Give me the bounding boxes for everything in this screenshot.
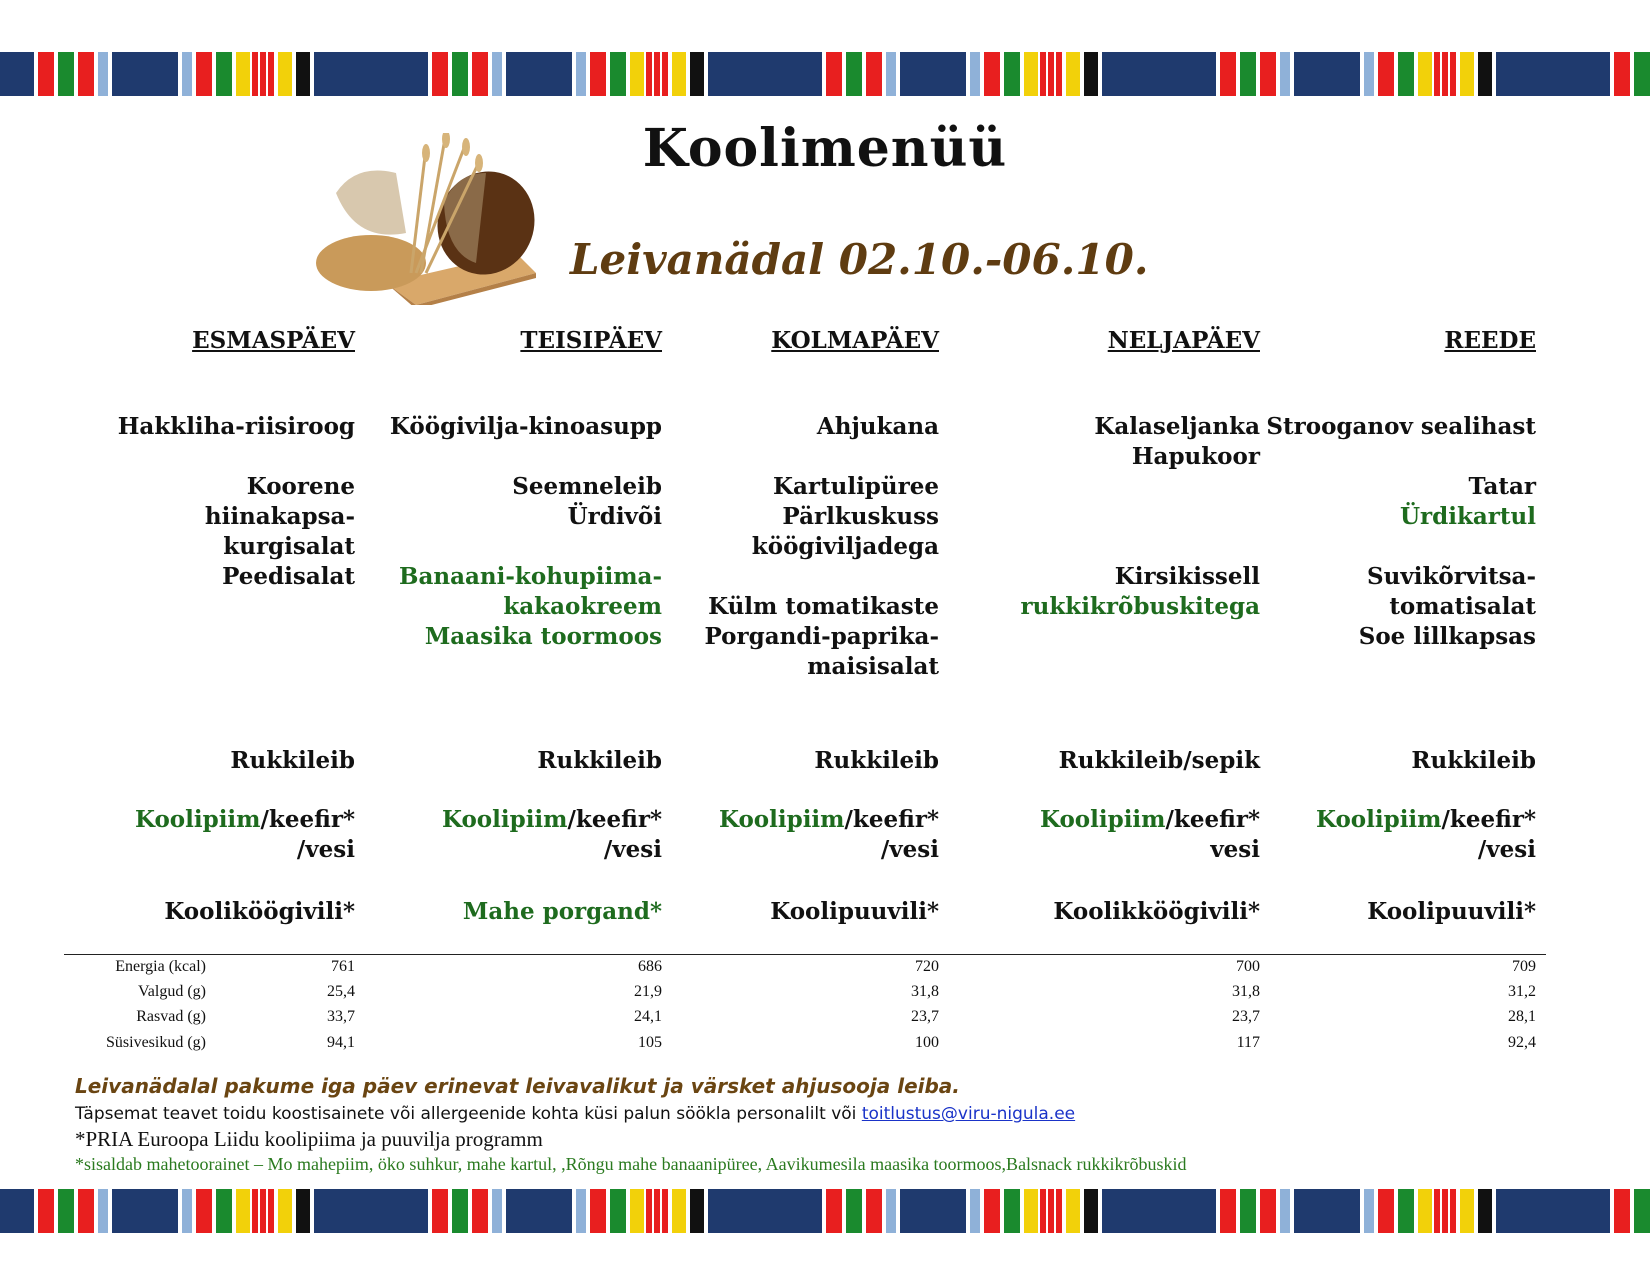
- stripe-segment: [432, 52, 448, 96]
- nutrition-value: 761: [331, 958, 355, 975]
- stripe-segment: [38, 1189, 54, 1233]
- stripe-segment: [58, 52, 74, 96]
- stripe-segment: [984, 1189, 1000, 1233]
- stripe-segment: [900, 1189, 966, 1233]
- menu-item-text: Hakkliha-riisiroog: [117, 413, 355, 440]
- stripe-segment: [1182, 52, 1216, 96]
- stripe-segment: [576, 1189, 586, 1233]
- stripe-segment: [1066, 52, 1080, 96]
- menu-item: [1367, 897, 1536, 927]
- stripe-segment: [196, 1189, 212, 1233]
- stripe-segment: [1460, 52, 1474, 96]
- menu-item: [814, 746, 939, 776]
- stripe-segment: [1364, 52, 1374, 96]
- menu-item-text: /vesi: [296, 836, 355, 863]
- menu-item-text: Kalaseljanka: [1094, 413, 1260, 440]
- menu-item-text: Mahe porgand*: [462, 898, 662, 925]
- stripe-segment: [1084, 1189, 1098, 1233]
- menu-item: [704, 622, 939, 652]
- stripe-segment: [432, 1189, 448, 1233]
- stripe-segment: [58, 1189, 74, 1233]
- stripe-segment: [708, 52, 788, 96]
- stripe-segment: [452, 52, 468, 96]
- menu-item: [773, 472, 939, 502]
- menu-item: [230, 746, 355, 776]
- stripe-segment: [278, 1189, 292, 1233]
- menu-item-text: rukkikrõbuskitega: [1020, 593, 1260, 620]
- stripe-segment: [216, 1189, 232, 1233]
- stripe-segment: [788, 1189, 822, 1233]
- nutrition-value: 720: [915, 958, 939, 975]
- menu-item: [205, 502, 355, 532]
- stripe-segment: [472, 1189, 488, 1233]
- stripe-segment: [690, 1189, 704, 1233]
- menu-item-text: Koolipiim: [441, 806, 568, 833]
- menu-item-text: Hapukoor: [1131, 443, 1260, 470]
- menu-item-text: Kirsikissell: [1114, 563, 1260, 590]
- menu-item: [708, 592, 939, 622]
- stripe-segment: [886, 52, 896, 96]
- nutrition-value: 709: [1512, 958, 1536, 975]
- menu-item-text: Koolipuuvili*: [770, 898, 939, 925]
- stripe-segment: [1294, 52, 1360, 96]
- nutrition-value: 94,1: [327, 1034, 355, 1051]
- menu-item-text: /keefir*: [260, 806, 355, 833]
- stripe-segment: [236, 1189, 250, 1233]
- stripe-segment: [1220, 52, 1236, 96]
- stripe-segment: [1084, 52, 1098, 96]
- stripe-segment: [98, 1189, 108, 1233]
- nutrition-value: 31,8: [911, 983, 939, 1000]
- stripe-segment: [78, 52, 94, 96]
- stripe-segment: [1182, 1189, 1216, 1233]
- menu-item-text: Koolipuuvili*: [1367, 898, 1536, 925]
- stripe-segment: [826, 52, 842, 96]
- menu-item: [164, 897, 355, 927]
- stripe-segment: [610, 1189, 626, 1233]
- stripe-segment: [296, 52, 310, 96]
- menu-item: [568, 502, 662, 532]
- menu-item: [118, 412, 355, 442]
- menu-item: [604, 835, 662, 865]
- menu-item-text: Koolipiim: [1039, 806, 1166, 833]
- day-header: NELJAPÄEV: [1107, 327, 1260, 354]
- menu-item-text: Rukkileib: [230, 747, 355, 774]
- stripe-segment: [1004, 1189, 1020, 1233]
- day-header: TEISIPÄEV: [520, 327, 662, 354]
- nutrition-value: 92,4: [1508, 1034, 1536, 1051]
- nutrition-value: 33,7: [327, 1008, 355, 1025]
- menu-item: [425, 622, 662, 652]
- nutrition-value: 28,1: [1508, 1008, 1536, 1025]
- menu-item-text: Rukkileib: [1411, 747, 1536, 774]
- stripe-segment: [826, 1189, 842, 1233]
- menu-item-text: Külm tomatikaste: [708, 593, 939, 620]
- menu-item-text: Rukkileib: [814, 747, 939, 774]
- nutrition-value: 686: [638, 958, 662, 975]
- nutrition-value: 700: [1236, 958, 1260, 975]
- day-header: KOLMAPÄEV: [771, 327, 939, 354]
- menu-item: [1478, 835, 1536, 865]
- menu-item: [1115, 562, 1260, 592]
- menu-item-text: /vesi: [880, 836, 939, 863]
- stripe-segment: [1260, 1189, 1276, 1233]
- menu-item: [881, 835, 939, 865]
- menu-item: [807, 652, 939, 682]
- nutrition-label: Energia (kcal): [115, 958, 206, 975]
- stripe-segment: [278, 52, 292, 96]
- stripe-segment: [236, 52, 250, 96]
- stripe-segment: [1398, 52, 1414, 96]
- decorative-stripe-bottom: [0, 1189, 1650, 1233]
- menu-item: [399, 562, 662, 592]
- menu-item: [1411, 746, 1536, 776]
- stripe-segment: [182, 1189, 192, 1233]
- stripe-segment: [1220, 1189, 1236, 1233]
- stripe-segment: [1102, 1189, 1182, 1233]
- menu-item: [1094, 412, 1260, 442]
- menu-item: [752, 532, 939, 562]
- stripe-segment: [182, 52, 192, 96]
- menu-item: [1040, 805, 1260, 835]
- email-link[interactable]: toitlustus@viru-nigula.ee: [861, 1104, 1076, 1124]
- stripe-segment: [970, 1189, 980, 1233]
- footer-info: [75, 1104, 1075, 1124]
- stripe-segment: [78, 1189, 94, 1233]
- decorative-stripe-top: [0, 52, 1650, 96]
- stripe-segment: [1576, 1189, 1610, 1233]
- stripe-segment: [296, 1189, 310, 1233]
- menu-item-text: Suvikõrvitsa-: [1367, 563, 1536, 590]
- stripe-segment: [1004, 52, 1020, 96]
- day-header: ESMASPÄEV: [192, 327, 355, 354]
- stripe-segment: [1460, 1189, 1474, 1233]
- stripe-segment: [394, 1189, 428, 1233]
- menu-item: [1316, 805, 1536, 835]
- stripe-segment: [970, 52, 980, 96]
- stripe-segment: [1614, 52, 1630, 96]
- stripe-segment: [1378, 52, 1394, 96]
- day-header: REEDE: [1444, 327, 1536, 354]
- menu-item-text: /keefir*: [844, 806, 939, 833]
- stripe-segment: [866, 52, 882, 96]
- stripe-segment: [196, 52, 212, 96]
- menu-item-text: Köögivilja-kinoasupp: [389, 413, 662, 440]
- stripe-segment: [1294, 1189, 1360, 1233]
- stripe-segment: [630, 52, 644, 96]
- stripe-segment: [846, 52, 862, 96]
- menu-item: [1059, 746, 1260, 776]
- nutrition-value: 105: [638, 1034, 662, 1051]
- menu-item: [1469, 472, 1536, 502]
- nutrition-value: 23,7: [1232, 1008, 1260, 1025]
- stripe-segment: [452, 1189, 468, 1233]
- menu-item-text: Koolipiim: [134, 806, 261, 833]
- stripe-segment: [216, 52, 232, 96]
- stripe-segment: [984, 52, 1000, 96]
- menu-item-text: kakaokreem: [503, 593, 662, 620]
- stripe-segment: [1364, 1189, 1374, 1233]
- menu-item-text: Koolipiim: [718, 806, 845, 833]
- week-subtitle: Leivanädal 02.10.-06.10.: [570, 235, 1149, 284]
- menu-item-text: hiinakapsa-: [204, 503, 355, 530]
- menu-item-text: maisisalat: [807, 653, 939, 680]
- page-title: Koolimenüü: [642, 118, 1008, 179]
- menu-item: [1359, 622, 1536, 652]
- menu-item: [782, 502, 939, 532]
- stripe-segment: [708, 1189, 788, 1233]
- stripe-segment: [900, 52, 966, 96]
- menu-item-text: Rukkileib/sepik: [1058, 747, 1260, 774]
- stripe-segment: [98, 52, 108, 96]
- menu-item: [1020, 592, 1260, 622]
- menu-item: [719, 805, 939, 835]
- stripe-segment: [112, 1189, 178, 1233]
- stripe-segment: [1240, 1189, 1256, 1233]
- menu-item-text: Ahjukana: [816, 413, 939, 440]
- bread-wheat-illustration: [316, 133, 542, 305]
- menu-item: [1210, 835, 1260, 865]
- footer-info-text: Täpsemat teavet toidu koostisainete või allergeenide kohta küsi palun söökla personalilt või: [75, 1104, 862, 1124]
- nutrition-value: 24,1: [634, 1008, 662, 1025]
- nutrition-divider: [64, 954, 1546, 955]
- menu-item-text: Soe lillkapsas: [1358, 623, 1536, 650]
- menu-item-text: Maasika toormoos: [424, 623, 662, 650]
- menu-item: [1367, 562, 1536, 592]
- menu-item-text: Peedisalat: [222, 563, 355, 590]
- menu-item: [390, 412, 662, 442]
- footer-organic: *sisaldab mahetoorainet – Mo mahepiim, öko suhkur, mahe kartul, ,Rõngu mahe banaanipüree, Aavikumesila maasika toormoos,Balsnack rukkikrõbuskid: [75, 1154, 1187, 1174]
- stripe-segment: [630, 1189, 644, 1233]
- stripe-segment: [0, 52, 34, 96]
- menu-item-text: Rukkileib: [537, 747, 662, 774]
- stripe-segment: [1478, 1189, 1492, 1233]
- menu-item: [537, 746, 662, 776]
- menu-item-text: Pärlkuskuss: [782, 503, 939, 530]
- stripe-segment: [866, 1189, 882, 1233]
- stripe-segment: [1102, 52, 1182, 96]
- menu-item-text: Strooganov sealihast: [1266, 413, 1536, 440]
- stripe-segment: [1024, 1189, 1038, 1233]
- nutrition-value: 31,2: [1508, 983, 1536, 1000]
- stripe-segment: [846, 1189, 862, 1233]
- menu-item: [1389, 592, 1536, 622]
- stripe-segment: [506, 1189, 572, 1233]
- stripe-segment: [1634, 1189, 1650, 1233]
- menu-item-text: /keefir*: [567, 806, 662, 833]
- stripe-segment: [38, 52, 54, 96]
- menu-item-text: Kartulipüree: [772, 473, 939, 500]
- nutrition-value: 100: [915, 1034, 939, 1051]
- menu-item-text: tomatisalat: [1389, 593, 1536, 620]
- menu-item-text: Koolipiim: [1315, 806, 1442, 833]
- stripe-segment: [672, 1189, 686, 1233]
- stripe-segment: [1614, 1189, 1630, 1233]
- stripe-segment: [1496, 1189, 1576, 1233]
- menu-item: [442, 805, 662, 835]
- menu-item-text: /vesi: [1477, 836, 1536, 863]
- stripe-segment: [0, 1189, 34, 1233]
- menu-item: [1400, 502, 1536, 532]
- menu-item-text: Koolikköögivili*: [1053, 898, 1260, 925]
- menu-item: [512, 472, 662, 502]
- stripe-segment: [1240, 52, 1256, 96]
- stripe-segment: [690, 52, 704, 96]
- stripe-segment: [590, 52, 606, 96]
- nutrition-value: 23,7: [911, 1008, 939, 1025]
- stripe-segment: [788, 52, 822, 96]
- stripe-segment: [1418, 1189, 1432, 1233]
- nutrition-value: 117: [1236, 1034, 1260, 1051]
- menu-item: [1132, 442, 1260, 472]
- menu-item: [247, 472, 355, 502]
- menu-item-text: Banaani-kohupiima-: [399, 563, 662, 590]
- stripe-segment: [1024, 52, 1038, 96]
- menu-item-text: Kooliköögivili*: [164, 898, 355, 925]
- menu-item-text: Ürdikartul: [1399, 503, 1536, 530]
- menu-item-text: Ürdivõi: [567, 503, 662, 530]
- stripe-segment: [672, 52, 686, 96]
- nutrition-value: 31,8: [1232, 983, 1260, 1000]
- footer-highlight: Leivanädalal pakume iga päev erinevat leivavalikut ja värsket ahjusooja leiba.: [75, 1074, 960, 1098]
- menu-item: [817, 412, 939, 442]
- stripe-segment: [590, 1189, 606, 1233]
- menu-item-text: köögiviljadega: [751, 533, 939, 560]
- stripe-segment: [576, 52, 586, 96]
- menu-item: [223, 532, 355, 562]
- menu-item: [463, 897, 662, 927]
- menu-item-text: Porgandi-paprika-: [704, 623, 939, 650]
- nutrition-label: Rasvad (g): [136, 1008, 206, 1025]
- menu-item-text: Seemneleib: [512, 473, 662, 500]
- stripe-segment: [492, 52, 502, 96]
- stripe-segment: [314, 52, 394, 96]
- stripe-segment: [1398, 1189, 1414, 1233]
- nutrition-label: Süsivesikud (g): [106, 1034, 206, 1051]
- stripe-segment: [1418, 52, 1432, 96]
- menu-item-text: /keefir*: [1165, 806, 1260, 833]
- stripe-segment: [886, 1189, 896, 1233]
- stripe-segment: [1378, 1189, 1394, 1233]
- stripe-segment: [394, 52, 428, 96]
- menu-item: [222, 562, 355, 592]
- menu-item-text: Koorene: [246, 473, 355, 500]
- menu-item-text: vesi: [1210, 836, 1260, 863]
- menu-item-text: /keefir*: [1441, 806, 1536, 833]
- stripe-segment: [506, 52, 572, 96]
- nutrition-value: 25,4: [327, 983, 355, 1000]
- menu-item-text: kurgisalat: [223, 533, 355, 560]
- menu-item: [1053, 897, 1260, 927]
- menu-item: [297, 835, 355, 865]
- nutrition-value: 21,9: [634, 983, 662, 1000]
- footer-pria: *PRIA Euroopa Liidu koolipiima ja puuvilja programm: [75, 1127, 543, 1151]
- stripe-segment: [1576, 52, 1610, 96]
- stripe-segment: [610, 52, 626, 96]
- stripe-segment: [1280, 52, 1290, 96]
- stripe-segment: [1478, 52, 1492, 96]
- stripe-segment: [1066, 1189, 1080, 1233]
- stripe-segment: [492, 1189, 502, 1233]
- menu-item-text: Tatar: [1468, 473, 1536, 500]
- stripe-segment: [472, 52, 488, 96]
- menu-item: [770, 897, 939, 927]
- menu-item: [1266, 412, 1536, 442]
- menu-item: [503, 592, 662, 622]
- stripe-segment: [1496, 52, 1576, 96]
- menu-item: [135, 805, 355, 835]
- stripe-segment: [1280, 1189, 1290, 1233]
- nutrition-label: Valgud (g): [138, 983, 206, 1000]
- stripe-segment: [1260, 52, 1276, 96]
- stripe-segment: [112, 52, 178, 96]
- menu-item-text: /vesi: [603, 836, 662, 863]
- stripe-segment: [314, 1189, 394, 1233]
- stripe-segment: [1634, 52, 1650, 96]
